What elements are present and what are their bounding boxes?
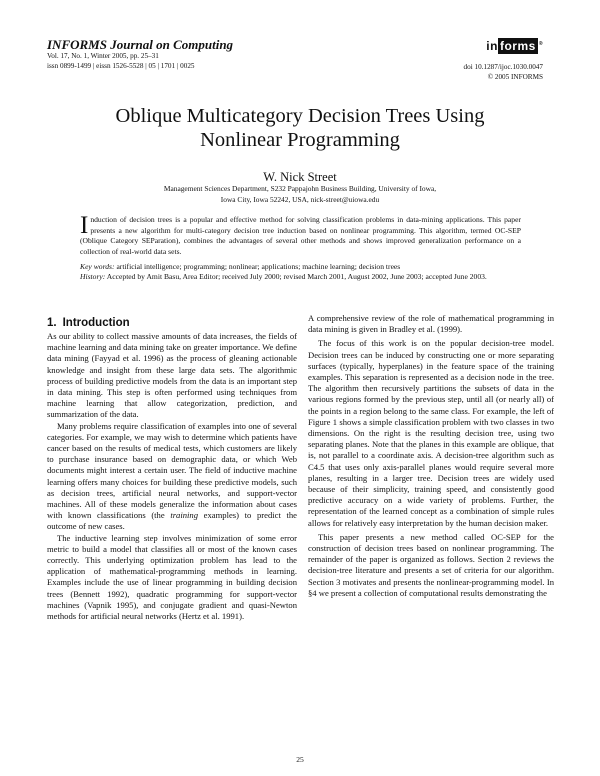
author-affiliation: Management Sciences Department, S232 Pappajohn Business Building, University of Iowa, Iowa City, Iowa 52242, USA, nick-street@uiowa.edu [163, 184, 437, 204]
copyright-line: © 2005 INFORMS [487, 72, 543, 81]
paragraph: As our ability to collect massive amounts of data increases, the fields of machine learning and data mining take on greater importance. We define data mining (Fayyad et al. 1996) as the process of gleaning actionable knowledge and insight from these large data sets. The algorithmic process of building predictive models from the data is an important step in data mining. This step is often performed using techniques from machine learning that allow categorization, prediction, and summarization of the data. [47, 331, 297, 420]
doi-line: doi 10.1287/ijoc.1030.0047 [463, 63, 543, 71]
running-header-left [47, 37, 347, 71]
informs-logo: in forms ® [486, 39, 543, 53]
paragraph: A comprehensive review of the role of mathematical programming in data mining is given in Bradley et al. (1999). [308, 313, 554, 335]
section-heading: 1. Introduction [47, 317, 130, 329]
abstract-text: nduction of decision trees is a popular and effective method for solving classification problems in data-mining applications. This paper presents a new algorithm for multi-category decision tree induction based on nonlinear programming. This algorithm, termed OC-SEP (Oblique Category SEParation), combines the advantages of several other methods and shows improved generalization performance on a collection of real-world data sets. [80, 215, 521, 256]
abstract-dropcap: I [80, 212, 89, 239]
right-column [308, 313, 554, 599]
left-column [47, 316, 297, 622]
keywords: Key words: artificial intelligence; programming; nonlinear; applications; machine learning; decision trees [80, 262, 401, 271]
volume-line: Vol. 17, No. 1, Winter 2005, pp. 25–31 [47, 52, 159, 60]
paragraph: This paper presents a new method called OC-SEP for the construction of decision trees based on nonlinear programming. The remainder of the paper is organized as follows. Section 2 reviews the decision-tree literature and presents a set of criteria for our algorithm. Section 3 motivates and presents the nonlinear-programming model. In §4 we present a collection of computational results demonstrating the [308, 531, 554, 598]
paragraph: Many problems require classification of examples into one of several categories. For example, we may wish to determine which patients have cancer based on the results of medical tests, which customers are likely to purchase insurance based on demographic data, or which Web documents might interest a certain user. The field of inductive machine learning offers many choices for building these predictive models, such as decision trees, artificial neural networks, and support-vector machines. All of these models generalize the information about cases with known classifications (the training examples) to predict the outcome of new cases. [47, 420, 297, 532]
page-number: 25 [296, 755, 304, 764]
author-name: W. Nick Street [263, 170, 337, 184]
paper-title: Oblique Multicategory Decision Trees Using Nonlinear Programming [115, 105, 485, 151]
paragraph: The focus of this work is on the popular decision-tree model. Decision trees can be induced by constructing one or more separating surfaces (typically, hyperplanes) in the feature space of the training examples. This separation is represented as a decision node in the tree. The algorithm then recursively partitions the subsets of data in the various regions formed by the previous step, until all (or nearly all) of the points in a region belong to the same class. For example, the left of Figure 1 shows a simple classification problem with two classes in two dimensions. On the right is the resulting decision tree, using two separating planes. Note that the planes in this example are oblique, that is, not parallel to a coordinate axis. A decision-tree algorithm such as C4.5 that uses only axis-parallel planes would require several more planes, resulting in a larger tree. Decision trees are widely used because of their simplicity, training speed, and consistently good predictive accuracy on a wide variety of problems. Further, the representation of the learned concept as a combination of simple rules allows for relatively easy interpretation by the human decision maker. [308, 338, 554, 528]
abstract [80, 212, 521, 257]
running-header-right [464, 36, 543, 82]
issn-line: issn 0899-1499 | eissn 1526-5528 | 05 | 1701 | 0025 [47, 61, 195, 70]
journal-name: INFORMS Journal on Computing [47, 37, 234, 52]
paper-metadata [80, 262, 521, 283]
history: History: Accepted by Amit Basu, Area Editor; received July 2000; revised March 2001, August 2002, June 2003; accepted June 2003. [80, 272, 487, 282]
paragraph: The inductive learning step involves minimization of some error metric to build a model that classifies all or most of the known cases correctly. This underlying optimization problem has lead to the application of mathematical-programming methods in learning. Examples include the use of linear programming in building decision trees (Bennett 1992), quadratic programming for support-vector machines (Vapnik 1995), and conjugate gradient and quasi-Newton methods for artificial neural networks (Hertz et al. 1991). [47, 532, 297, 622]
